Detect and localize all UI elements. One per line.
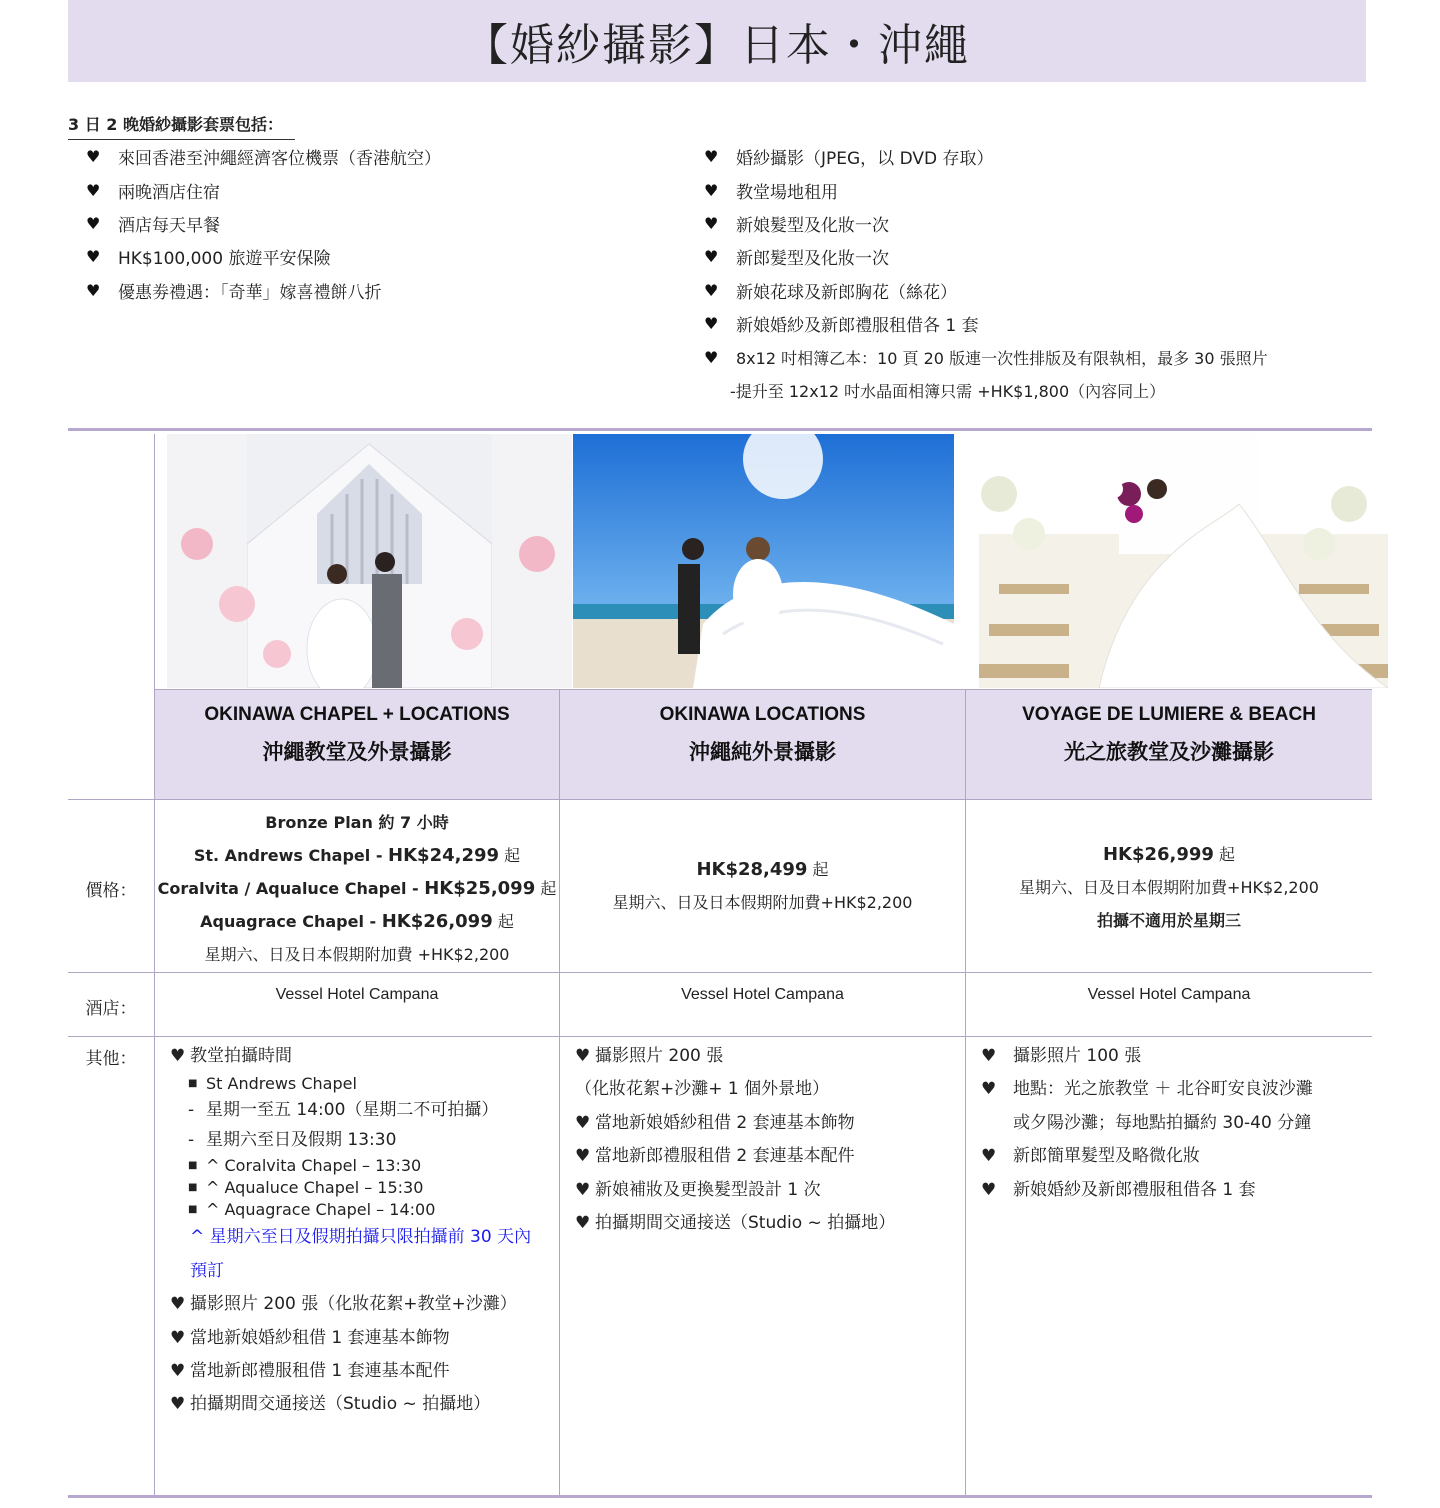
table-row-divider (68, 1036, 1372, 1037)
price-line: HK$26,999 起 (1102, 844, 1236, 865)
heart-icon: ♥ (704, 147, 719, 167)
list-item: ♥ 攝影照片 200 張（化妝花絮+教堂+沙灘） (170, 1288, 555, 1321)
square-bullet-icon: ■ (188, 1204, 198, 1216)
square-bullet-icon: ■ (188, 1182, 198, 1194)
list-item: ♥ 地點：光之旅教堂 ＋ 北谷町安良波沙灘 (981, 1073, 1371, 1106)
package-heading: 3 日 2 晚婚紗攝影套票包括： (68, 112, 295, 140)
list-item: - 星期一至五 14:00（星期二不可拍攝） (170, 1095, 555, 1125)
heart-icon: ♥ (170, 1294, 186, 1315)
price-cell-plan2 (560, 800, 965, 972)
plan-name-zh: 沖繩純外景攝影 (689, 739, 836, 764)
other-label: 其他： (85, 1049, 137, 1069)
list-item-note: -提升至 12x12 吋水晶面相簿只需 +HK$1,800（內容同上） (730, 381, 1166, 401)
surcharge-note: 星期六、日及日本假期附加費+HK$2,200 (1019, 878, 1319, 897)
list-item: ♥ 當地新娘婚紗租借 1 套連基本飾物 (170, 1322, 555, 1355)
other-details-plan3 (981, 1040, 1371, 1207)
inclusions-left (86, 140, 441, 307)
list-item: ■ ^ Aquagrace Chapel – 14:00 (188, 1200, 436, 1220)
heart-icon: ♥ (704, 314, 719, 334)
list-item: ♥ HK$100,000 旅遊平安保險 (86, 247, 331, 270)
heart-icon: ♥ (86, 147, 101, 167)
plan-name-zh: 沖繩教堂及外景攝影 (262, 739, 452, 764)
square-bullet-icon: ■ (188, 1078, 198, 1090)
heart-icon: ♥ (86, 213, 101, 233)
heart-icon: ♥ (981, 1079, 997, 1100)
voyage-de-lumiere-photo (979, 434, 1388, 688)
heart-icon: ♥ (704, 347, 719, 367)
inclusions-right (704, 140, 1268, 407)
list-item: ♥ 攝影照片 200 張 (575, 1040, 960, 1073)
price-line: St. Andrews Chapel - HK$24,299 起 (193, 844, 521, 866)
heart-icon: ♥ (575, 1179, 591, 1200)
list-item: ♥ 當地新郎禮服租借 1 套連基本配件 (170, 1355, 555, 1388)
list-item: ♥ 拍攝期間交通接送（Studio ~ 拍攝地） (575, 1207, 960, 1240)
list-item: ♥ 當地新娘婚紗租借 2 套連基本飾物 (575, 1107, 960, 1140)
list-item: ♥ 拍攝期間交通接送（Studio ~ 拍攝地） (170, 1388, 555, 1421)
list-item: ♥ 攝影照片 100 張 (981, 1040, 1371, 1073)
list-item: 或夕陽沙灘；每地點拍攝約 30-40 分鐘 (1013, 1112, 1312, 1133)
plan-name-zh: 光之旅教堂及沙灘攝影 (1064, 739, 1274, 764)
hotel-label: 酒店： (85, 999, 137, 1019)
divider (68, 428, 1372, 431)
list-item: - 星期六至日及假期 13:30 (170, 1125, 555, 1155)
heart-icon: ♥ (704, 213, 719, 233)
dash-bullet-icon: - (188, 1130, 195, 1151)
list-item: ♥ 婚紗攝影（JPEG，以 DVD 存取） (704, 147, 994, 170)
other-details-plan2 (575, 1040, 960, 1240)
heart-icon: ♥ (170, 1046, 186, 1066)
price-cell-plan1 (155, 804, 559, 972)
list-item: ♥ 當地新郎禮服租借 2 套連基本配件 (575, 1140, 960, 1173)
list-item: ♥ 新郎髮型及化妝一次 (704, 247, 889, 270)
list-item: ♥ 兩晚酒店住宿 (86, 180, 220, 203)
hotel-name: Vessel Hotel Campana (275, 986, 439, 1003)
price-cell-plan3 (966, 800, 1372, 972)
heart-icon: ♥ (170, 1394, 186, 1415)
plan-header-locations (560, 689, 965, 799)
list-item: ■ ^ Coralvita Chapel – 13:30 (188, 1156, 422, 1176)
heart-icon: ♥ (981, 1179, 997, 1200)
heart-icon: ♥ (981, 1146, 997, 1167)
heart-icon: ♥ (575, 1112, 591, 1133)
booking-note: ^ 星期六至日及假期拍攝只限拍攝前 30 天內 預訂 (190, 1227, 532, 1281)
price-line: Aquagrace Chapel - HK$26,099 起 (200, 910, 514, 932)
dash-bullet-icon: - (188, 1100, 195, 1121)
heart-icon: ♥ (86, 247, 101, 267)
price-line: Coralvita / Aqualuce Chapel - HK$25,099 起 (157, 877, 557, 899)
list-item: ♥ 新娘花球及新郎胸花（絲花） (704, 280, 957, 303)
price-line: Bronze Plan 約 7 小時 (265, 812, 449, 832)
heart-icon: ♥ (704, 247, 719, 267)
plan-header-chapel-locations (155, 689, 559, 799)
heart-icon: ♥ (981, 1046, 997, 1066)
list-item: ♥ 8x12 吋相簿乙本：10 頁 20 版連一次性排版及有限執相，最多 30 張照片 (704, 347, 1268, 368)
hotel-name: Vessel Hotel Campana (1087, 986, 1251, 1003)
title-bar (68, 0, 1366, 82)
heart-icon: ♥ (575, 1213, 591, 1234)
plan-name-en: VOYAGE DE LUMIERE & BEACH (1022, 703, 1316, 725)
list-item: ♥ 新娘髮型及化妝一次 (704, 213, 889, 236)
list-item: ■ St Andrews Chapel (188, 1074, 357, 1094)
square-bullet-icon: ■ (188, 1160, 198, 1172)
list-item: ♥ 新娘婚紗及新郎禮服租借各 1 套 (704, 314, 979, 337)
heart-icon: ♥ (170, 1327, 186, 1348)
list-item: ♥ 教堂拍攝時間 (170, 1040, 555, 1073)
beach-photo (573, 434, 954, 688)
surcharge-note: 星期六、日及日本假期附加費+HK$2,200 (612, 893, 913, 912)
price-line: HK$28,499 起 (696, 859, 829, 880)
list-item: ♥ 新娘補妝及更換髮型設計 1 次 (575, 1174, 960, 1207)
list-item: ♥ 新娘婚紗及新郎禮服租借各 1 套 (981, 1174, 1371, 1207)
page-title: 【婚紗攝影】日本・沖繩 (464, 20, 970, 71)
list-item: ♥ 來回香港至沖繩經濟客位機票（香港航空） (86, 147, 441, 170)
heart-icon: ♥ (704, 180, 719, 200)
heart-icon: ♥ (575, 1146, 591, 1167)
list-item: ♥ 教堂場地租用 (704, 180, 838, 203)
list-item: ♥ 酒店每天早餐 (86, 213, 220, 236)
heart-icon: ♥ (86, 280, 101, 300)
plan-name-en: OKINAWA CHAPEL + LOCATIONS (204, 703, 510, 725)
list-item: ♥ 優惠劵禮遇：「奇華」嫁喜禮餅八折 (86, 280, 382, 303)
price-label: 價格： (85, 881, 137, 901)
weekday-restriction-note: 拍攝不適用於星期三 (1096, 911, 1241, 930)
table-row-divider (68, 972, 1372, 973)
divider (68, 1495, 1372, 1498)
other-details-plan1 (170, 1040, 555, 1422)
list-item: ■ ^ Aqualuce Chapel – 15:30 (188, 1178, 424, 1198)
plan-header-voyage (966, 689, 1372, 799)
hotel-name: Vessel Hotel Campana (681, 986, 844, 1003)
plan-name-en: OKINAWA LOCATIONS (659, 703, 866, 725)
heart-icon: ♥ (170, 1361, 186, 1382)
list-item: ♥ 新郎簡單髮型及略微化妝 (981, 1140, 1371, 1173)
heart-icon: ♥ (86, 180, 101, 200)
surcharge-note: 星期六、日及日本假期附加費 +HK$2,200 (204, 944, 510, 964)
heart-icon: ♥ (704, 280, 719, 300)
heart-icon: ♥ (575, 1046, 591, 1066)
list-item: （化妝花絮+沙灘+ 1 個外景地） (575, 1079, 830, 1100)
chapel-photo (167, 434, 572, 688)
